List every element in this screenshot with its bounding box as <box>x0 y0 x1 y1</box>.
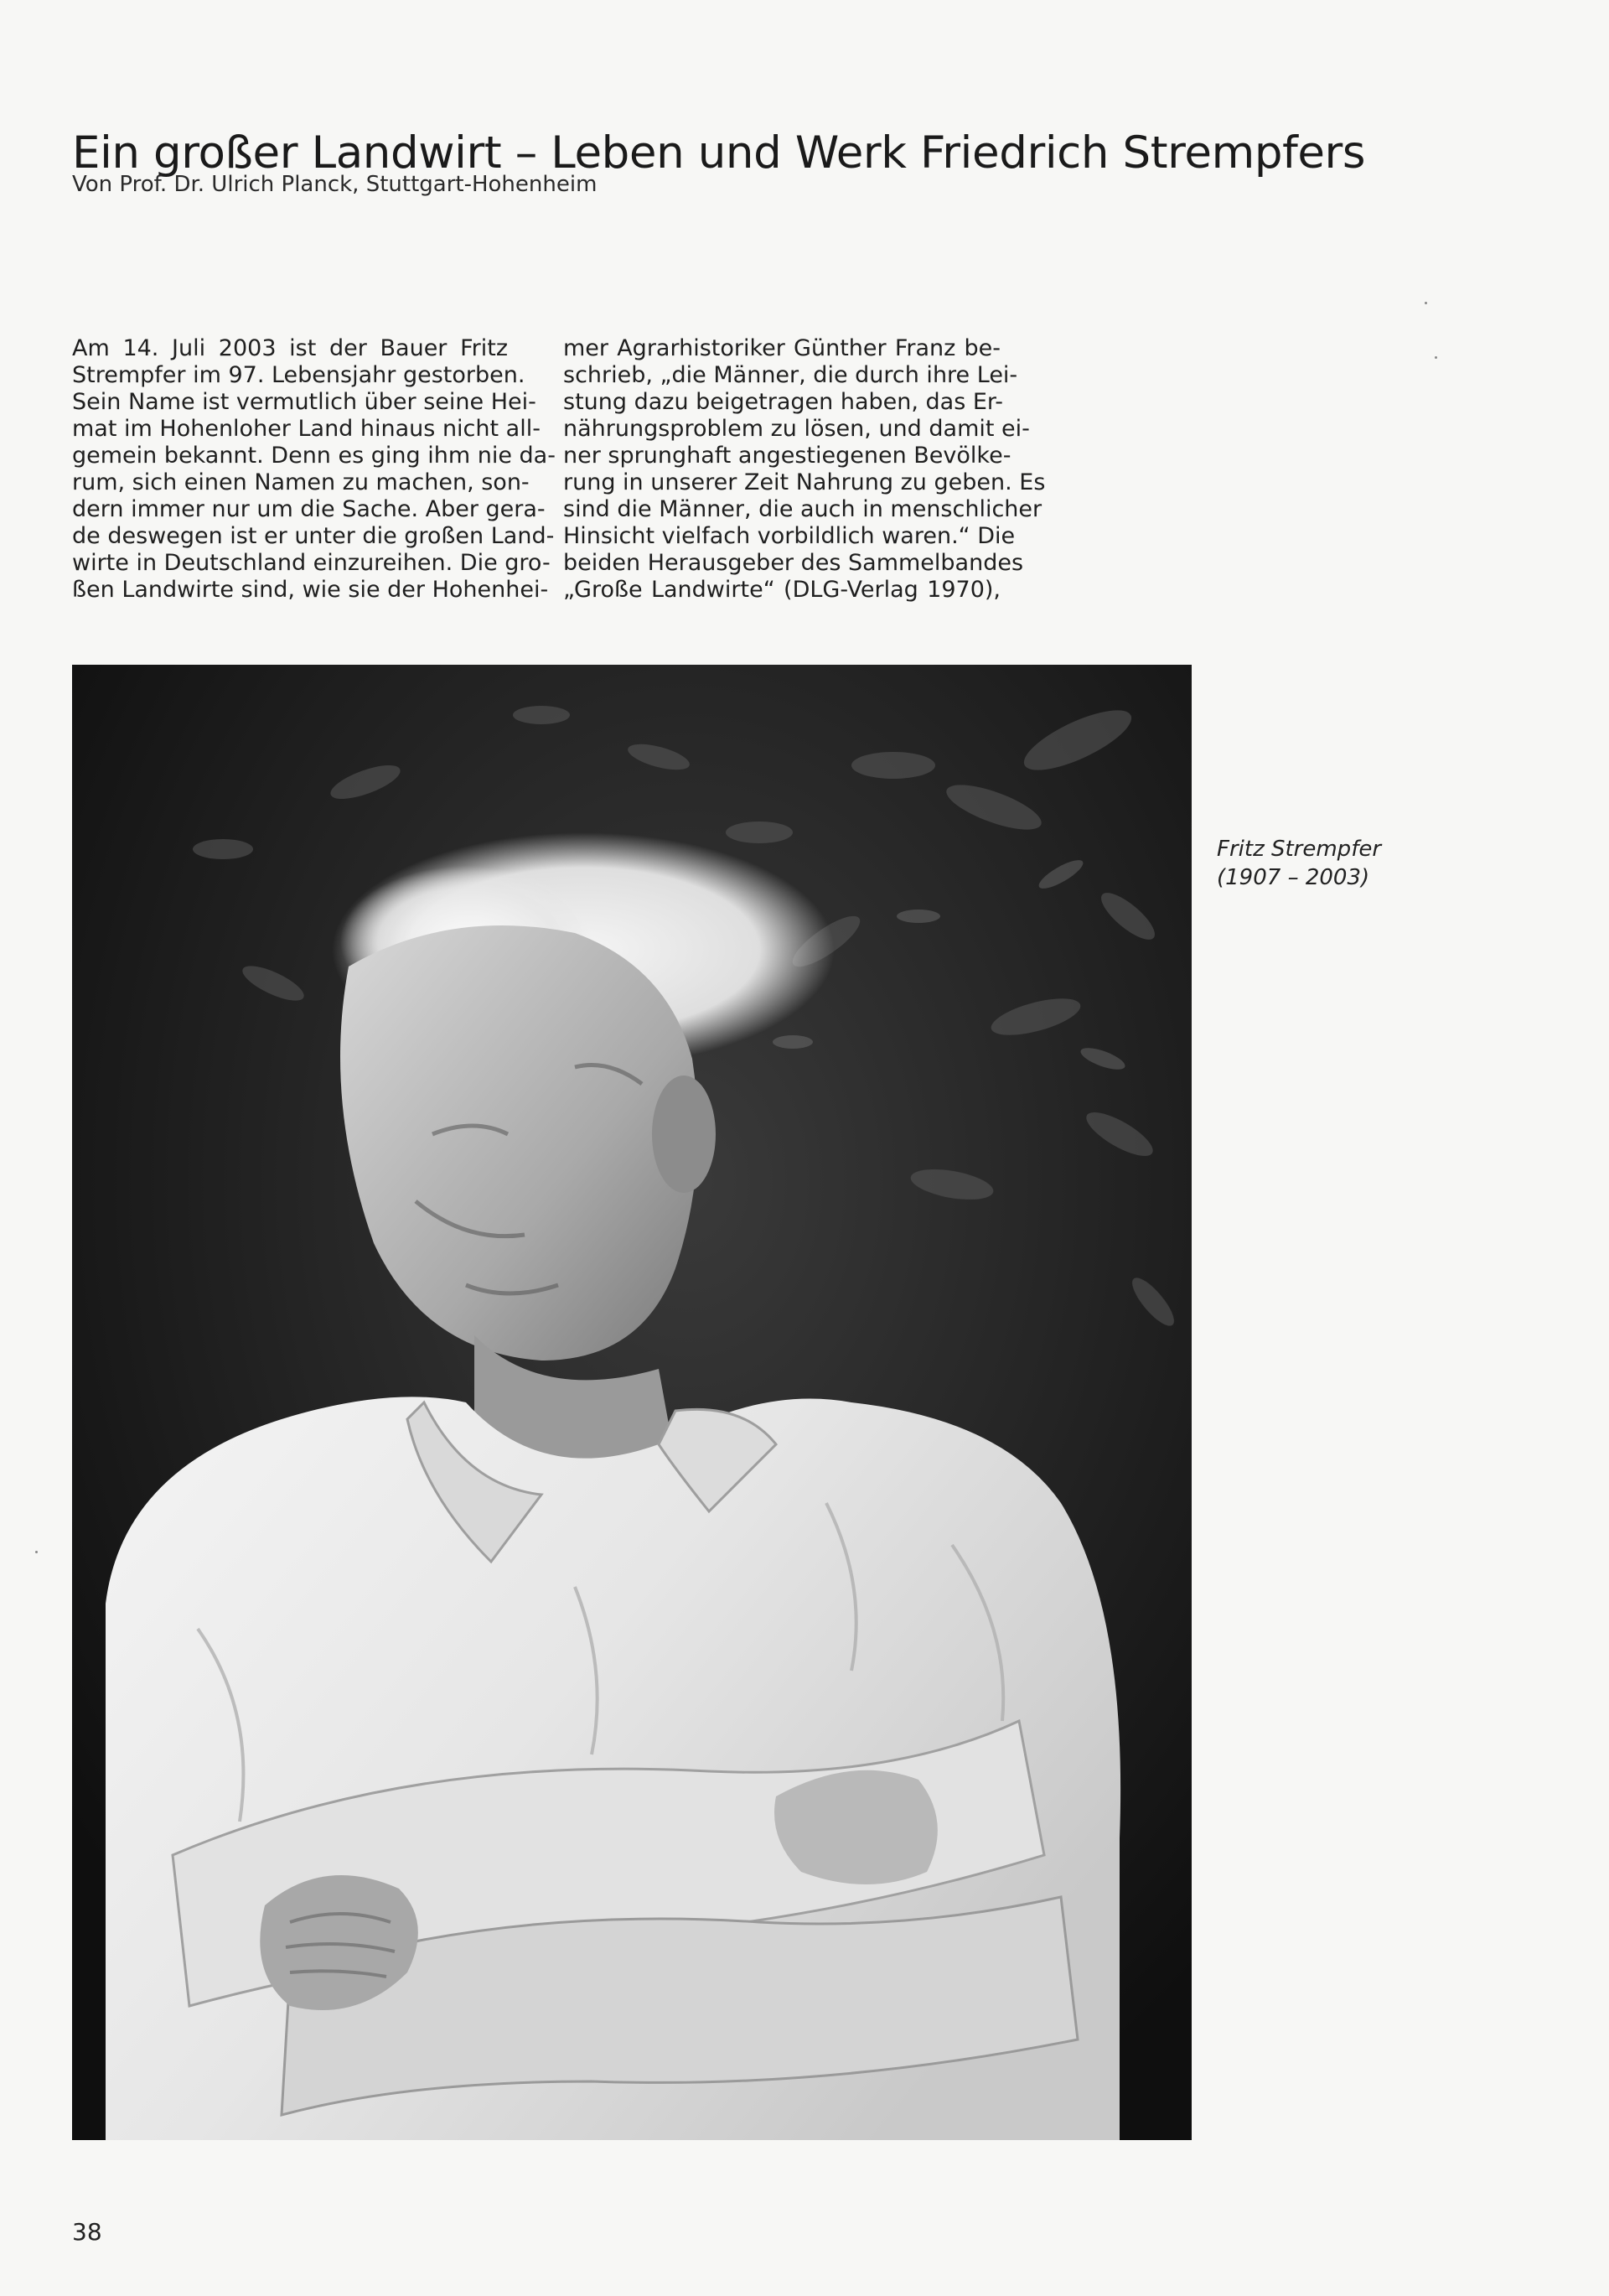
text-line: rum, sich einen Namen zu machen, son- <box>72 469 530 495</box>
text-line: gemein bekannt. Denn es ging ihm nie da- <box>72 443 556 469</box>
text-line: „Große Landwirte“ (DLG-Verlag 1970), <box>563 577 1001 603</box>
portrait-photo <box>72 665 1192 2140</box>
text-line: nährungsproblem zu lösen, und damit ei- <box>563 416 1030 442</box>
text-line: Strempfer im 97. Lebensjahr gestorben. <box>72 362 525 388</box>
portrait-illustration <box>72 665 1192 2140</box>
text-line: mat im Hohenloher Land hinaus nicht all- <box>72 416 541 442</box>
body-column-left <box>72 335 556 604</box>
text-line: Sein Name ist vermutlich über seine Hei- <box>72 389 536 415</box>
caption-dates: (1907 – 2003) <box>1217 865 1370 890</box>
text-line: sind die Männer, die auch in menschlicher <box>563 496 1042 522</box>
text-line: stung dazu beigetragen haben, das Er- <box>563 389 1004 415</box>
scan-speck <box>1425 302 1427 304</box>
text-line: mer Agrarhistoriker Günther Franz be- <box>563 335 1001 361</box>
scan-speck <box>1435 356 1437 359</box>
text-line: Am 14. Juli 2003 ist der Bauer Fritz <box>72 335 508 361</box>
text-line: ßen Landwirte sind, wie sie der Hohenhei- <box>72 577 549 603</box>
text-line: rung in unserer Zeit Nahrung zu geben. Es <box>563 469 1046 495</box>
text-line: dern immer nur um die Sache. Aber gera- <box>72 496 546 522</box>
photo-caption <box>1217 835 1381 892</box>
page-number: 38 <box>72 2218 102 2246</box>
text-line: beiden Herausgeber des Sammelbandes <box>563 550 1024 576</box>
text-line: ner sprunghaft angestiegenen Bevölke- <box>563 443 1011 469</box>
scan-speck <box>35 1551 38 1553</box>
caption-name: Fritz Strempfer <box>1217 837 1382 862</box>
body-column-right <box>563 335 1046 604</box>
text-line: de deswegen ist er unter die großen Land- <box>72 523 555 549</box>
article-byline: Von Prof. Dr. Ulrich Planck, Stuttgart-Hohenheim <box>72 172 598 197</box>
text-line: schrieb, „die Männer, die durch ihre Lei- <box>563 362 1018 388</box>
text-line: Hinsicht vielfach vorbildlich waren.“ Die <box>563 523 1016 549</box>
text-line: wirte in Deutschland einzureihen. Die gro- <box>72 550 551 576</box>
article-title: Ein großer Landwirt – Leben und Werk Friedrich Strempfers <box>72 127 1366 179</box>
